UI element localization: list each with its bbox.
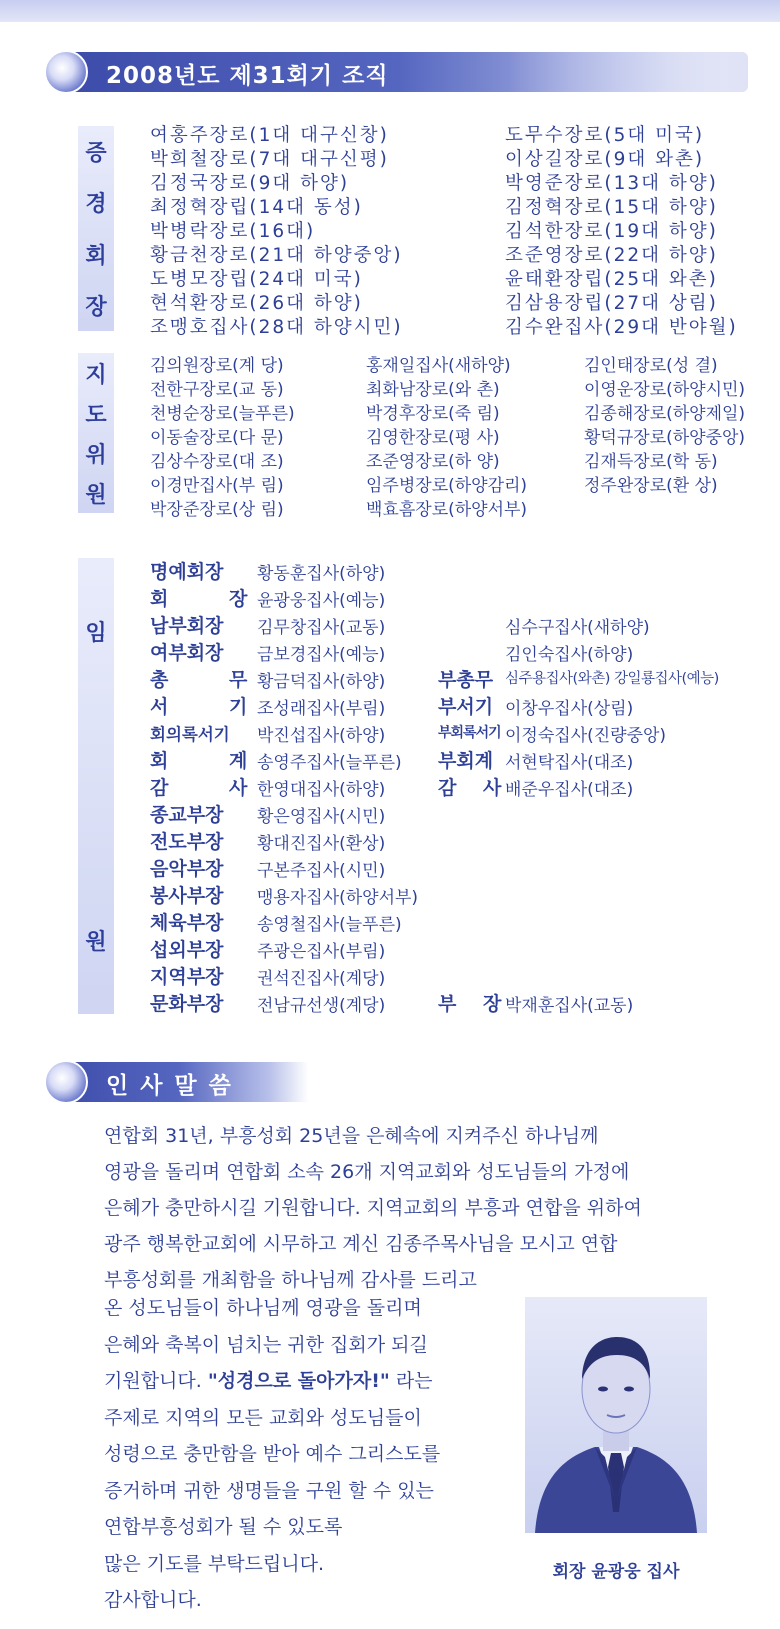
list-item: 이영운장로(하양시민) — [584, 380, 746, 400]
officer-role: 여부회장 — [150, 642, 224, 664]
list-item: 김재득장로(학 동) — [584, 452, 718, 472]
honorary-list-left — [150, 124, 403, 340]
officer-name-2: 심수구집사(새하양) — [505, 618, 650, 638]
officer-name: 구본주집사(시민) — [257, 861, 386, 881]
list-item: 이경만집사(부 림) — [150, 476, 284, 496]
officer-row — [150, 962, 750, 989]
honorary-list-right — [505, 124, 738, 340]
list-item: 정주완장로(환 상) — [584, 476, 718, 496]
label-char: 장 — [85, 294, 107, 320]
officer-role-2: 부회계 — [438, 750, 494, 772]
list-item: 박경후장로(죽 림) — [366, 404, 500, 424]
list-item: 조맹호집사(28대 하양시민) — [150, 317, 403, 338]
section-title: 2008년도 제31회기 조직 — [106, 63, 389, 89]
officer-name-2: 이정숙집사(진량중앙) — [505, 726, 667, 746]
officer-name: 한영대집사(하양) — [257, 780, 386, 800]
officer-role: 음악부장 — [150, 858, 224, 880]
list-item: 도병모장립(24대 미국) — [150, 269, 363, 290]
list-item: 김의원장로(계 당) — [150, 356, 284, 376]
officer-row — [150, 800, 750, 827]
officer-role: 전도부장 — [150, 831, 224, 853]
greeting-line — [104, 1363, 440, 1400]
officer-role: 체육부장 — [150, 912, 224, 934]
officer-name: 금보경집사(예능) — [257, 645, 386, 665]
officer-row — [150, 908, 750, 935]
officer-row — [150, 827, 750, 854]
list-item: 황금천장로(21대 하양중앙) — [150, 245, 403, 266]
list-item: 김상수장로(대 조) — [150, 452, 284, 472]
greeting-line: 연합회 31년, 부흥성회 25년을 은혜속에 지켜주신 하나님께 — [104, 1125, 599, 1147]
officer-role: 총 무 — [150, 669, 275, 691]
officer-name: 송영철집사(늘푸른) — [257, 915, 402, 935]
officer-name-2: 김인숙집사(하양) — [505, 645, 634, 665]
list-item: 최화남장로(와 촌) — [366, 380, 500, 400]
label-char: 회 — [85, 243, 107, 269]
greeting-text: 라는 — [389, 1370, 433, 1392]
officers-label — [78, 558, 114, 1014]
bullet-ball-icon — [44, 1060, 88, 1104]
portrait-figure-icon — [525, 1297, 707, 1533]
officer-name: 전남규선생(계당) — [257, 996, 386, 1016]
list-item: 김종해장로(하양제일) — [584, 404, 746, 424]
portrait-caption: 회장 윤광웅 집사 — [552, 1562, 680, 1582]
officer-row — [150, 611, 750, 638]
officer-role: 종교부장 — [150, 804, 224, 826]
officer-name: 황금덕집사(하양) — [257, 672, 386, 692]
list-item: 이동술장로(다 문) — [150, 428, 284, 448]
label-char: 경 — [85, 192, 107, 218]
officer-name: 황은영집사(시민) — [257, 807, 386, 827]
officer-row — [150, 746, 750, 773]
list-item: 최정혁장립(14대 동성) — [150, 197, 363, 218]
officer-role: 회 계 — [150, 750, 275, 772]
advisors-col2 — [366, 354, 527, 522]
officer-name-2: 배준우집사(대조) — [505, 780, 634, 800]
list-item: 김석한장로(19대 하양) — [505, 221, 718, 242]
list-item: 박장준장로(상 림) — [150, 500, 284, 520]
officer-role: 지역부장 — [150, 966, 224, 988]
officer-name: 황대진집사(환상) — [257, 834, 386, 854]
label-char: 지 — [85, 362, 107, 388]
officer-role-2: 부서기 — [438, 696, 494, 718]
list-item: 김정국장로(9대 하양) — [150, 173, 350, 194]
officer-row — [150, 719, 750, 746]
greeting-line: 은혜가 충만하시길 기원합니다. 지역교회의 부흥과 연합을 위하여 — [104, 1197, 642, 1219]
label-char: 위 — [85, 442, 107, 468]
label-char: 임 — [85, 621, 107, 646]
officer-row — [150, 692, 750, 719]
section-header-organization — [48, 52, 748, 92]
section-title-text: 인사말씀 — [106, 1073, 243, 1099]
greeting-line: 감사합니다. — [104, 1589, 202, 1611]
officer-row — [150, 989, 750, 1016]
greeting-line: 영광을 돌리며 연합회 소속 26개 지역교회와 성도님들의 가정에 — [104, 1161, 630, 1183]
greeting-paragraph-continued — [104, 1290, 440, 1619]
officer-role: 섭외부장 — [150, 939, 224, 961]
officer-row — [150, 773, 750, 800]
list-item: 김삼용장립(27대 상림) — [505, 293, 718, 314]
greeting-paragraph — [104, 1118, 744, 1298]
officer-name: 조성래집사(부림) — [257, 699, 386, 719]
officer-role: 회 장 — [150, 588, 275, 610]
officer-name-2: 심주용집사(와촌) 강일룡집사(예능) — [505, 671, 719, 687]
advisors-label — [78, 353, 114, 513]
list-item: 천병순장로(늘푸른) — [150, 404, 295, 424]
officer-role-2: 부 장 — [438, 993, 512, 1015]
officer-name: 윤광웅집사(예능) — [257, 591, 386, 611]
list-item: 박병락장로(16대) — [150, 221, 316, 242]
list-item: 김인태장로(성 결) — [584, 356, 718, 376]
officer-role: 봉사부장 — [150, 885, 224, 907]
officer-row — [150, 881, 750, 908]
list-item: 여홍주장로(1대 대구신창) — [150, 125, 389, 146]
greeting-line: 은혜와 축복이 넘치는 귀한 집회가 되길 — [104, 1333, 428, 1356]
greeting-line: 성령으로 충만함을 받아 예수 그리스도를 — [104, 1443, 441, 1465]
officer-name: 주광은집사(부림) — [257, 942, 386, 962]
officer-row — [150, 584, 750, 611]
officer-role: 회의록서기 — [150, 725, 230, 744]
officer-role: 남부회장 — [150, 615, 224, 637]
officer-name: 박진섭집사(하양) — [257, 726, 386, 746]
label-char: 도 — [85, 402, 107, 428]
list-item: 윤태환장립(25대 와촌) — [505, 269, 718, 290]
officers-list — [150, 557, 750, 1016]
officer-name: 황동훈집사(하양) — [257, 564, 386, 584]
officer-role: 감 사 — [150, 777, 275, 799]
list-item: 임주병장로(하양감리) — [366, 476, 528, 496]
bullet-ball-icon — [44, 50, 88, 94]
greeting-line: 증거하며 귀한 생명들을 구원 할 수 있는 — [104, 1479, 434, 1502]
officer-name-2: 박재훈집사(교동) — [505, 996, 634, 1016]
section-title — [106, 1067, 243, 1100]
officer-role: 서 기 — [150, 696, 275, 718]
officer-name: 맹용자집사(하양서부) — [257, 888, 419, 908]
list-item: 조준영장로(하 양) — [366, 452, 500, 472]
greeting-text: 기원합니다. — [104, 1370, 208, 1392]
honorary-label — [78, 126, 114, 331]
officer-role-2: 감 사 — [438, 777, 512, 799]
list-item: 박희철장로(7대 대구신평) — [150, 149, 389, 170]
greeting-line: 광주 행복한교회에 시무하고 계신 김종주목사님을 모시고 연합 — [104, 1233, 618, 1255]
greeting-line: 부흥성회를 개최함을 하나님께 감사를 드리고 — [104, 1269, 477, 1291]
list-item: 홍재일집사(새하양) — [366, 356, 511, 376]
officer-row — [150, 854, 750, 881]
list-item: 김영한장로(평 사) — [366, 428, 500, 448]
header-tab — [508, 52, 748, 92]
greeting-line: 연합부흥성회가 될 수 있도록 — [104, 1516, 343, 1538]
officer-name: 권석진집사(계당) — [257, 969, 386, 989]
list-item: 김정혁장로(15대 하양) — [505, 197, 718, 218]
officer-row — [150, 935, 750, 962]
list-item: 이상길장로(9대 와촌) — [505, 149, 705, 170]
officer-name: 김무창집사(교동) — [257, 618, 386, 638]
greeting-line: 주제로 지역의 모든 교회와 성도님들이 — [104, 1406, 422, 1429]
list-item: 황덕규장로(하양중앙) — [584, 428, 746, 448]
officer-row — [150, 665, 750, 692]
list-item: 백효흠장로(하양서부) — [366, 500, 528, 520]
label-char: 원 — [85, 930, 107, 955]
list-item: 조준영장로(22대 하양) — [505, 245, 718, 266]
president-portrait — [525, 1297, 707, 1533]
advisors-col3 — [584, 354, 745, 498]
label-char: 증 — [85, 141, 107, 167]
officer-role: 명예회장 — [150, 561, 224, 583]
section-header-greeting — [48, 1062, 308, 1102]
advisors-col1 — [150, 354, 295, 522]
slogan-text: "성경으로 돌아가자!" — [207, 1370, 390, 1392]
officer-row — [150, 638, 750, 665]
label-char: 원 — [85, 482, 107, 508]
top-band — [0, 0, 780, 22]
list-item: 현석환장로(26대 하양) — [150, 293, 363, 314]
officer-role-2: 부회록서기 — [438, 725, 501, 741]
officer-name: 송영주집사(늘푸른) — [257, 753, 402, 773]
list-item: 박영준장로(13대 하양) — [505, 173, 718, 194]
officer-name-2: 이창우집사(상림) — [505, 699, 634, 719]
greeting-line: 많은 기도를 부탁드립니다. — [104, 1552, 325, 1575]
officer-role-2: 부총무 — [438, 669, 494, 691]
officer-role: 문화부장 — [150, 993, 224, 1015]
list-item: 도무수장로(5대 미국) — [505, 125, 705, 146]
list-item: 김수완집사(29대 반야월) — [505, 317, 738, 338]
greeting-line: 온 성도님들이 하나님께 영광을 돌리며 — [104, 1297, 422, 1319]
officer-name-2: 서현탁집사(대조) — [505, 753, 634, 773]
list-item: 전한구장로(교 동) — [150, 380, 284, 400]
officer-row — [150, 557, 750, 584]
